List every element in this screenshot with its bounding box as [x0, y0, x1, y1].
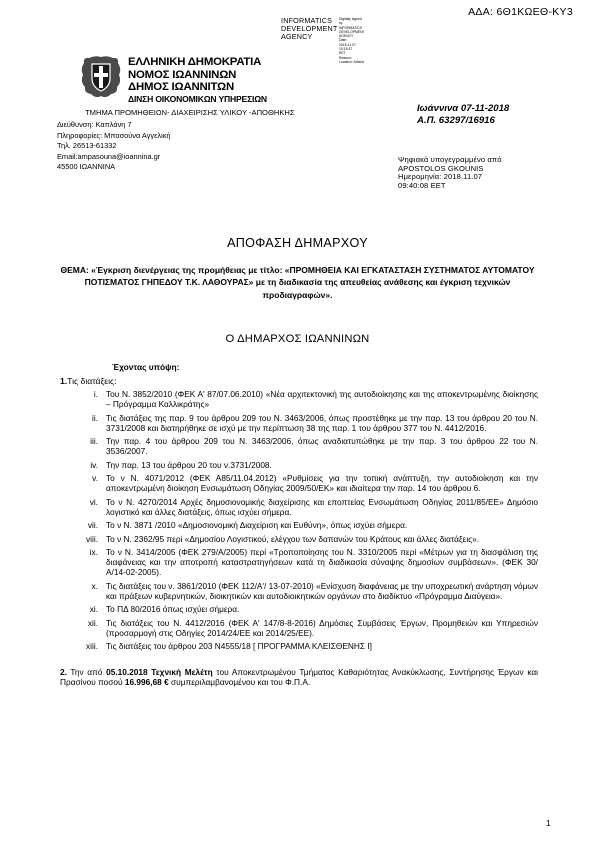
item-text: Το ν Ν. 4270/2014 Αρχές δημοσιονομικής διαχείρισης και εποπτείας Ενσωμάτωση Οδηγίας 2011/85/ΕΕ» Δημόσιο λογιστικό και άλλες διατάξεις, όπως ισχύει σήμερα.	[106, 496, 538, 517]
list-item	[60, 641, 538, 651]
page-number: 1	[546, 818, 551, 828]
mayor-heading: Ο ΔΗΜΑΡΧΟΣ ΙΩΑΝΝΙΝΩΝ	[225, 333, 370, 345]
list-item	[60, 389, 538, 410]
header-department: ΤΜΗΜΑ ΠΡΟΜΗΘΕΙΩΝ- ΔΙΑΧΕΙΡΙΣΗΣ ΥΛΙΚΟΥ -ΑΠΟΘΗΚΗΣ	[85, 108, 295, 117]
signature-line: 09:40:08 EET	[398, 181, 446, 191]
item-number: vi.	[89, 496, 98, 507]
section-2-pre: Την από	[70, 667, 103, 677]
digital-stamp	[281, 16, 365, 64]
header-directorate: ΔΙΝΣΗ ΟΙΚΟΝΟΜΙΚΩΝ ΥΠΗΡΕΣΙΩΝ	[128, 93, 267, 104]
contact-email[interactable]: Email:ampasouna@ioannina.gr	[57, 151, 161, 161]
item-number: ix.	[89, 546, 98, 557]
list-item	[60, 497, 538, 518]
section-2-label: Τεχνική Μελέτη	[151, 667, 213, 677]
item-text: Την παρ. 4 του άρθρου 209 του Ν. 3463/2006, όπως αναδιατυπώθηκε με την παρ. 3 του άρθρου 22 του Ν. 3536/2007.	[106, 436, 538, 457]
issuer-header	[128, 56, 267, 105]
header-republic: ΕΛΛΗΝΙΚΗ ΔΗΜΟΚΡΑΤΙΑ	[128, 56, 262, 68]
item-text: Το ν Ν. 3871 /2010 «Δημοσιονομική Διαχείριση και Ευθύνη», όπως ισχύει σήμερα.	[106, 520, 408, 531]
item-number: i.	[93, 389, 98, 399]
item-number: xii.	[87, 617, 98, 628]
item-text: Το ΠΔ 80/2016 όπως ισχύει σήμερα.	[106, 604, 240, 615]
contact-address: Διεύθυνση: Καπλάνη 7	[57, 120, 132, 129]
contact-postcode: 45500 ΙΩΑΝΝΙΝΑ	[57, 162, 116, 172]
item-number: iii.	[90, 436, 98, 447]
list-item	[60, 581, 538, 602]
signature-line: Ψηφιακά υπογεγραμμένο από	[398, 155, 502, 164]
signature-line: Ημερομηνία: 2018.11.07	[398, 172, 483, 182]
section-2-date: 05.10.2018	[106, 667, 148, 677]
stamp-small-line: INFORMATICS	[339, 25, 363, 30]
item-text: Το ν Ν. 4071/2012 (ΦΕΚ Α85/11.04.2012) «Ρυθμίσεις για την τοπική ανάπτυξη, την αυτοδιοίκηση και την αποκεντρωμένη διοίκηση Ενσωμάτωση Οδηγίας 2009/50/ΕΚ» και ιδιαίτερα την παρ. 14 του άρθρου 6.	[106, 473, 538, 494]
item-text: Το ν Ν. 3414/2005 (ΦΕΚ 279/Α/2005) περί «Τροποποίησης του Ν. 3310/2005 περί «Μέτρων για τη διασφάλιση της διαφάνειας και την αποτροπή καταστρατηγήσεων κατά τη διαδικασία σύναψης δημοσίων συμβάσεων». (ΦΕΚ 30/Α/14-02-2005).	[106, 546, 538, 578]
section-2-paragraph	[60, 667, 538, 688]
list-item	[60, 534, 538, 544]
section-1-heading	[60, 376, 117, 386]
date-block	[417, 103, 509, 127]
stamp-small-line: Date: 2018.11.07 10:15:37	[339, 38, 356, 52]
greek-emblem-icon	[78, 54, 124, 100]
item-number: ii.	[92, 412, 98, 423]
contact-block	[57, 120, 171, 173]
list-item	[60, 520, 538, 530]
stamp-line: INFORMATICS	[281, 16, 333, 25]
header-prefecture: ΝΟΜΟΣ ΙΩΑΝΝΙΝΩΝ	[128, 68, 237, 81]
item-number: x.	[91, 580, 98, 591]
stamp-small-line: Location: Athens	[339, 59, 365, 64]
stamp-line: DEVELOPMENT	[281, 24, 338, 34]
item-text: Τις διατάξεις του άρθρου 203 Ν4555/18 [ ΠΡΟΓΡΑΜΜΑ ΚΛΕΙΣΘΕΝΗΣ Ι]	[106, 641, 372, 652]
list-item	[60, 413, 538, 434]
contact-info: Πληροφορίες: Μπασούνα Αγγελική	[57, 130, 171, 140]
section-1-number: 1.	[60, 376, 68, 386]
list-item	[60, 473, 538, 494]
digital-signature	[398, 156, 502, 191]
section-2-post: συμπεριλαμβανομένου και του Φ.Π.Α.	[171, 677, 311, 688]
list-item	[60, 436, 538, 457]
list-item	[60, 547, 538, 578]
item-number: viii.	[86, 533, 98, 544]
item-text: Τις διατάξεις του Ν. 4412/2016 (ΦΕΚ Α' 147/8-8-2016) Δημόσιες Συμβάσεις Έργων, Προμηθειών και Υπηρεσιών (προσαρμογή στις Οδηγίες 2014/24/ΕΕ και 2014/25/ΕΕ).	[106, 617, 538, 638]
section-2-amount: 16.996,68 €	[124, 677, 169, 688]
item-number: xi.	[89, 604, 98, 615]
list-item	[60, 460, 538, 470]
stamp-small-line: DEVELOPMENT AGENCY	[339, 29, 365, 39]
header-municipality: ΔΗΜΟΣ ΙΩΑΝΝΙΤΩΝ	[128, 81, 235, 94]
item-number: iv.	[90, 459, 98, 470]
signature-line: APOSTOLOS GKOUNIS	[398, 163, 484, 173]
protocol-number: Α.Π. 63297/16916	[417, 114, 495, 126]
considering-heading: Έχοντας υπόψη:	[112, 362, 180, 372]
subject-line: ΘΕΜΑ: «Έγκριση διενέργειας της προμήθειας με τίτλο: «ΠΡΟΜΗΘΕΙΑ ΚΑΙ ΕΓΚΑΤΑΣΤΑΣΗ ΣΥΣΤΗΜΑΤΟΣ ΑΥΤΟΜΑΤΟΥ ΠΟΤΙΣΜΑΤΟΣ ΓΗΠΕΔΟΥ Τ.Κ. ΛΑΘΟΥΡΑΣ» με τη διαδικασία της απευθείας ανάθεσης και έγκριση τεχνικών προδιαγραφών».	[60, 265, 535, 300]
place-date: Ιωάννινα 07-11-2018	[417, 103, 510, 114]
section-2-number: 2.	[60, 667, 67, 677]
stamp-small-line: Digitally signed by	[339, 17, 362, 26]
item-text: Τις διατάξεις του ν. 3861/2010 (ΦΕΚ 112/Α'/ 13-07-2010) «Ενίσχυση διαφάνειας με την υποχρεωτική ανάρτηση νόμων και πράξεων κυβερνητικών, διοικητικών και αυτοδιοικητικών οργάνων στο διαδίκτυο «Πρόγραμμα Διαύγεια».	[106, 580, 538, 602]
stamp-line: AGENCY	[281, 32, 313, 42]
item-text: Του Ν. 3852/2010 (ΦΕΚ Α' 87/07.06.2010) «Νέα αρχιτεκτονική της αυτοδιοίκησης και της αποκεντρωμένης διοίκησης – Πρόγραμμα Καλλικράτης»	[106, 389, 538, 410]
document-title: ΑΠΟΦΑΣΗ ΔΗΜΑΡΧΟΥ	[227, 236, 368, 250]
ada-code: ΑΔΑ: 6Θ1ΚΩΕΘ-ΚΥ3	[468, 6, 573, 18]
item-text: Την παρ. 13 του άρθρου 20 του ν.3731/2008.	[106, 459, 272, 470]
list-item	[60, 604, 538, 614]
stamp-small-line: EET	[339, 51, 346, 56]
item-text: Το ν Ν. 2362/95 περί «Δημοσίου Λογιστικού, ελέγχου των δαπανών του Κράτους και άλλες διατάξεις».	[106, 533, 480, 544]
item-number: vii.	[87, 520, 98, 531]
section-1-label: Τις διατάξεις:	[67, 376, 117, 386]
item-text: Τις διατάξεις της παρ. 9 του άρθρου 209 του Ν. 3463/2006, όπως προστέθηκε με την παρ. 13 του άρθρου 20 του Ν. 3731/2008 και διατηρήθηκε σε ισχύ με την περίπτωση 38 της παρ. 1 του άρθρου 377 του Ν. 4412/2016.	[106, 412, 538, 433]
contact-phone: Τηλ. 26513-61332	[57, 141, 117, 151]
list-item	[60, 618, 538, 639]
item-number: v.	[92, 473, 98, 484]
stamp-small-line: Reason:	[339, 55, 352, 60]
item-number: xiii.	[86, 641, 98, 652]
provisions-list	[60, 389, 538, 655]
section-2-mid: του Αποκεντρωμένου Τμήματος Καθαριότητας Ανακύκλωσης, Συντήρησης Έργων και Πρασίνου ποσού	[60, 667, 539, 688]
